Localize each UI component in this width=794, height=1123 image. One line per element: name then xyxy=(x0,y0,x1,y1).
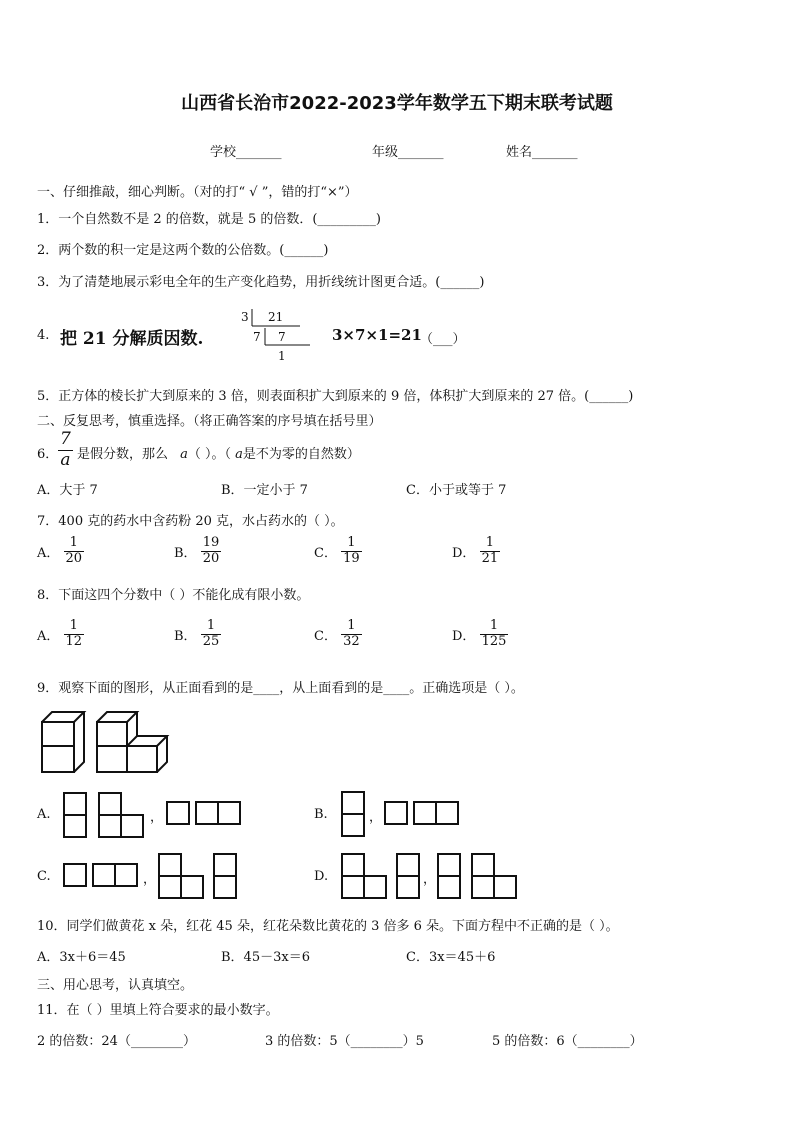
q8-option-b[interactable] xyxy=(174,619,221,650)
q7-option-d[interactable] xyxy=(452,536,500,567)
q8-option-d[interactable] xyxy=(452,619,508,650)
q6-text-b: （ ）。（ xyxy=(187,447,232,462)
question-2: 2．两个数的积一定是这两个数的公倍数。(______) xyxy=(37,243,329,258)
question-6-fraction xyxy=(58,430,73,470)
q9-option-a-top-view[interactable] xyxy=(166,801,244,827)
q9-option-c-top-view[interactable] xyxy=(158,853,240,899)
q10-option-a[interactable]: A．3x＋6＝45 xyxy=(37,950,126,965)
q6-var: a xyxy=(180,447,188,462)
cube-stack-figure xyxy=(40,708,165,776)
option-label: B． xyxy=(174,628,197,644)
q6-text-a: 是假分数，那么 xyxy=(77,447,169,462)
option-numerator: 1 xyxy=(347,535,356,550)
option-label: A． xyxy=(37,545,60,561)
question-8: 8．下面这四个分数中（ ）不能化成有限小数。 xyxy=(37,588,310,603)
option-denominator: 125 xyxy=(481,633,507,649)
q9-option-a-label[interactable]: A. xyxy=(37,807,51,822)
division-dividend-2: 7 xyxy=(278,330,286,344)
q6-text-c: 是不为零的自然数） xyxy=(242,447,360,462)
q7-option-b[interactable] xyxy=(174,536,221,567)
grade-field[interactable]: 年级_______ xyxy=(372,145,444,160)
option-label: C． xyxy=(314,545,337,561)
q9-option-b-label[interactable]: B. xyxy=(314,807,328,822)
option-denominator: 25 xyxy=(202,633,220,649)
division-dividend-1: 21 xyxy=(268,310,284,324)
option-denominator: 21 xyxy=(481,550,499,566)
q8-option-c[interactable] xyxy=(314,619,362,650)
option-denominator: 12 xyxy=(65,633,83,649)
section1-heading: 一、仔细推敲，细心判断。（对的打“ √ ”，错的打“×”） xyxy=(37,185,358,200)
option-numerator: 1 xyxy=(485,535,494,550)
question-9: 9．观察下面的图形，从正面看到的是____，从上面看到的是____。正确选项是（ ）。 xyxy=(37,681,524,696)
q9-option-c-label[interactable]: C. xyxy=(37,869,51,884)
q9-option-b-top-view[interactable] xyxy=(384,801,462,827)
question-4-number: 4. xyxy=(37,328,50,343)
option-label: A． xyxy=(37,628,60,644)
page-title: 山西省长治市2022-2023学年数学五下期末联考试题 xyxy=(181,93,613,114)
q8-option-a[interactable] xyxy=(37,619,84,650)
option-numerator: 1 xyxy=(69,535,78,550)
q9-option-a-front-view[interactable] xyxy=(63,792,148,838)
option-label: D． xyxy=(452,545,476,561)
q7-option-c[interactable] xyxy=(314,536,362,567)
q10-option-b[interactable]: B．45－3x＝6 xyxy=(221,950,310,965)
q11-blank-2-multiple[interactable]: 2 的倍数：24（________） xyxy=(37,1034,196,1049)
q9-option-a-comma: ， xyxy=(150,810,164,825)
q10-option-c[interactable]: C．3x＝45＋6 xyxy=(406,950,496,965)
option-label: B． xyxy=(174,545,197,561)
option-numerator: 1 xyxy=(69,618,78,633)
option-label: C． xyxy=(314,628,337,644)
q9-option-d-front-view[interactable] xyxy=(341,853,423,899)
division-divisor-1: 3 xyxy=(241,310,249,324)
question-5: 5．正方体的棱长扩大到原来的 3 倍，则表面积扩大到原来的 9 倍，体积扩大到原来的 27 倍。(______) xyxy=(37,389,634,404)
q11-blank-3-multiple[interactable]: 3 的倍数：5（________）5 xyxy=(265,1034,424,1049)
name-field[interactable]: 姓名_______ xyxy=(506,145,578,160)
q11-blank-5-multiple[interactable]: 5 的倍数：6（________） xyxy=(492,1034,643,1049)
fraction-numerator: 7 xyxy=(60,429,71,449)
option-denominator: 20 xyxy=(65,550,83,566)
q9-option-c-front-view[interactable] xyxy=(63,863,141,889)
question-3: 3．为了清楚地展示彩电全年的生产变化趋势，用折线统计图更合适。(______) xyxy=(37,275,485,290)
q9-option-d-top-view[interactable] xyxy=(437,853,521,899)
question-4-text: 把 21 分解质因数. xyxy=(60,329,204,349)
question-4-result: 3×7×1=21 xyxy=(332,326,422,344)
question-11: 11．在（ ）里填上符合要求的最小数字。 xyxy=(37,1003,279,1018)
option-numerator: 1 xyxy=(347,618,356,633)
option-numerator: 1 xyxy=(489,618,499,633)
q9-option-d-label[interactable]: D. xyxy=(314,869,329,884)
option-numerator: 1 xyxy=(206,618,216,633)
q6-var2: a xyxy=(235,447,243,462)
question-6-text xyxy=(77,443,360,462)
option-denominator: 32 xyxy=(343,633,360,649)
option-label: D． xyxy=(452,628,476,644)
school-field[interactable]: 学校_______ xyxy=(210,145,282,160)
q6-option-a[interactable]: A．大于 7 xyxy=(37,483,98,498)
division-divisor-2: 7 xyxy=(253,330,261,344)
q6-option-c[interactable]: C．小于或等于 7 xyxy=(406,483,507,498)
q6-option-b[interactable]: B．一定小于 7 xyxy=(221,483,308,498)
option-denominator: 19 xyxy=(343,550,360,566)
q9-option-b-comma: ， xyxy=(369,810,383,825)
option-numerator: 19 xyxy=(202,535,220,550)
q7-option-a[interactable] xyxy=(37,536,84,567)
option-denominator: 20 xyxy=(202,550,220,566)
q9-option-c-comma: ， xyxy=(143,872,157,887)
division-quotient: 1 xyxy=(278,349,286,363)
division-ladder xyxy=(240,307,320,367)
section3-heading: 三、用心思考，认真填空。 xyxy=(37,978,194,993)
section2-heading: 二、反复思考，慎重选择。（将正确答案的序号填在括号里） xyxy=(37,414,382,429)
question-1: 1．一个自然数不是 2 的倍数，就是 5 的倍数．(_________) xyxy=(37,212,381,227)
division-lines xyxy=(240,307,320,367)
question-4-blank: （___） xyxy=(420,332,466,347)
question-7: 7．400 克的药水中含药粉 20 克，水占药水的（ ）。 xyxy=(37,514,344,529)
q9-option-d-comma: ， xyxy=(423,872,437,887)
fraction-denominator: a xyxy=(58,450,73,471)
question-6-number: 6． xyxy=(37,447,59,462)
q9-option-b-front-view[interactable] xyxy=(341,791,367,837)
question-10: 10．同学们做黄花 x 朵，红花 45 朵，红花朵数比黄花的 3 倍多 6 朵。下面方程中不正确的是（ ）。 xyxy=(37,919,619,934)
